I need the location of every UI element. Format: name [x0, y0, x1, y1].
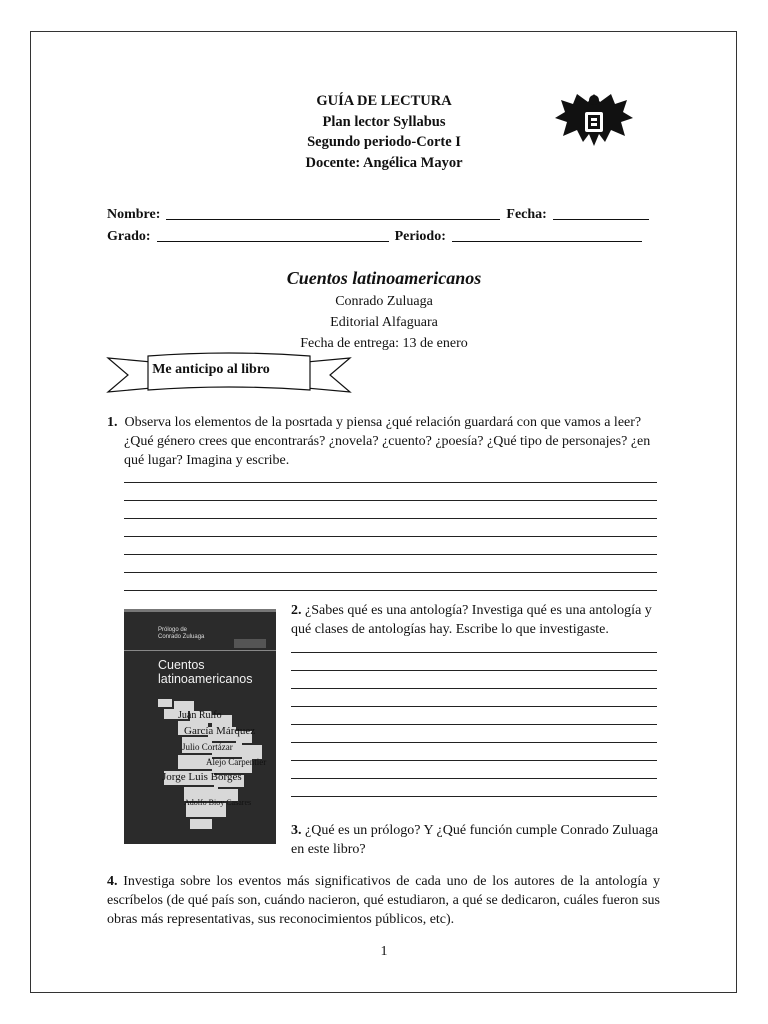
periodo-label: Periodo: — [394, 229, 446, 244]
grado-label: Grado: — [107, 229, 151, 244]
cover-author-6: Adolfo Bioy Casares — [184, 798, 252, 807]
question-1-number: 1. — [107, 415, 118, 430]
page-number: 1 — [380, 944, 388, 959]
header-period: Segundo periodo-Corte I — [307, 134, 461, 150]
nombre-label: Nombre: — [107, 207, 161, 222]
section-title: Me anticipo al libro — [152, 362, 270, 377]
header-subtitle: Plan lector Syllabus — [322, 113, 446, 130]
question-4-text-line1: Investiga sobre los eventos más significativos de cada uno de los autores de la antología y — [123, 874, 661, 889]
fecha-field[interactable] — [553, 205, 649, 220]
header-teacher: Docente: Angélica Mayor — [305, 154, 463, 171]
question-3 — [291, 821, 663, 859]
cover-author-3: Julio Cortázar — [182, 742, 233, 752]
question-1-text-line3: qué lugar? Imagina y escribe. — [124, 453, 290, 468]
question-2-text-line1: ¿Sabes qué es una antología? Investiga qué es una antología y — [305, 603, 652, 618]
form-row-grade-period — [107, 227, 659, 245]
due-date: Fecha de entrega: 13 de enero — [300, 336, 468, 351]
question-1 — [107, 413, 667, 470]
question-2-number: 2. — [291, 603, 302, 618]
nombre-field[interactable] — [166, 205, 500, 220]
publisher-logo-icon — [234, 639, 266, 648]
question-4-text-line3: obras más representativas, sus reconocimientos públicos, etc). — [107, 912, 455, 927]
question-2-text-line2: qué clases de antologías hay. Escribe lo que investigaste. — [291, 622, 609, 637]
form-row-name-date — [107, 205, 659, 223]
question-4 — [107, 872, 660, 929]
school-crest-logo — [553, 90, 635, 148]
question-4-text-line2: escríbelos (de qué país son, cuándo nacieron, qué estudiaron, a qué se dedicaron, cuáles fueron sus — [107, 893, 660, 908]
periodo-field[interactable] — [452, 227, 642, 242]
cover-author-1: Juan Rulfo — [178, 710, 222, 721]
grado-field[interactable] — [157, 227, 389, 242]
question-4-number: 4. — [107, 874, 118, 889]
cover-author-5: Jorge Luis Borges — [162, 771, 242, 783]
cover-prologue-name: Conrado Zuluaga — [158, 634, 205, 640]
question-1-text-line1: Observa los elementos de la posrtada y piensa ¿qué relación guardará con que vamos a leer? — [124, 415, 642, 430]
answer-lines-2[interactable] — [291, 652, 657, 797]
header-title: GUÍA DE LECTURA — [316, 93, 452, 109]
book-publisher: Editorial Alfaguara — [330, 315, 438, 330]
question-3-text-line1: ¿Qué es un prólogo? Y ¿Qué función cumple Conrado Zuluaga — [305, 823, 659, 838]
fecha-label: Fecha: — [506, 207, 547, 222]
answer-lines-1[interactable] — [124, 482, 657, 591]
question-3-text-line2: en este libro? — [291, 842, 366, 857]
cover-prologue-label: Prólogo de — [158, 627, 188, 633]
question-3-number: 3. — [291, 823, 302, 838]
cover-title-line2: latinoamericanos — [158, 672, 253, 686]
question-2 — [291, 601, 663, 639]
book-author: Conrado Zuluaga — [335, 294, 433, 309]
question-1-text-line2: ¿Qué género crees que encontrarás? ¿novela? ¿cuento? ¿poesía? ¿Qué tipo de personajes? ¿en — [124, 434, 651, 449]
cover-author-4: Alejo Carpentier — [206, 757, 267, 767]
book-cover-image — [124, 609, 276, 844]
document-header — [250, 91, 518, 173]
book-title: Cuentos latinoamericanos — [286, 268, 482, 288]
cover-title-line1: Cuentos — [158, 658, 205, 672]
cover-author-2: García Márquez — [184, 725, 256, 737]
